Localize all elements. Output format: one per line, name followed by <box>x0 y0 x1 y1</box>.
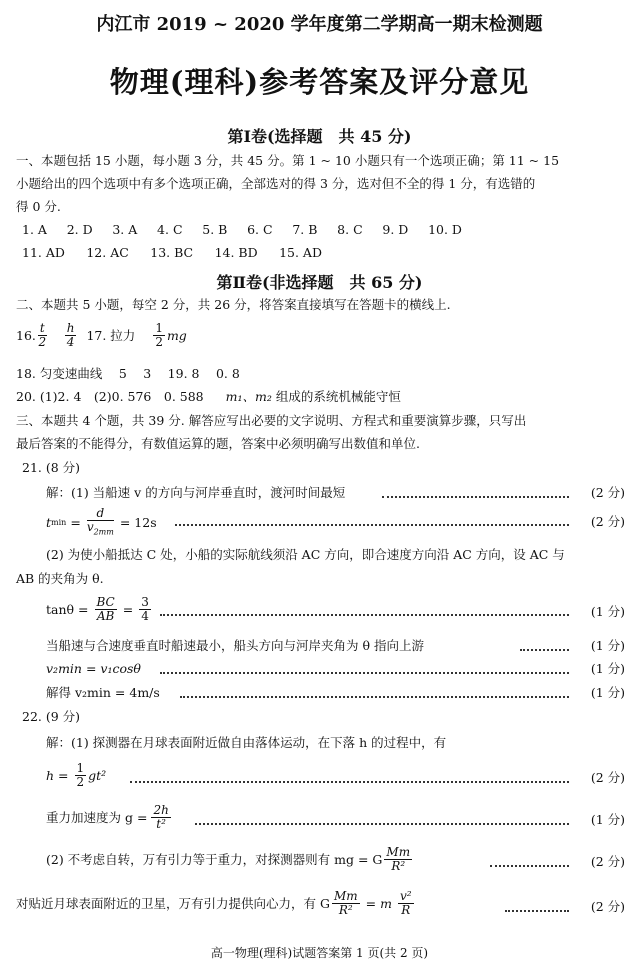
q16-frac2 <box>65 322 77 349</box>
part1-intro-line2: 小题给出的四个选项中有多个选项正确，全部选对的得 3 分，选对但不全的得 1 分，有选错的 <box>16 176 536 191</box>
q21-step2-num: d <box>87 507 114 521</box>
answer-7: 7. B <box>292 222 318 237</box>
q22-step2-leader <box>130 781 569 783</box>
exam-title: 内江市 2019 ~ 2020 学年度第二学期高一期末检测题 <box>96 14 543 35</box>
q22-step4-frac <box>384 846 412 873</box>
q21-step2 <box>46 507 157 538</box>
q21-step5-leader <box>520 649 569 651</box>
answer-3: 3. A <box>112 222 138 237</box>
q22-step5-num2: v² <box>399 889 412 903</box>
answer-15: 15. AD <box>279 245 322 260</box>
q22-step5-text: 对贴近月球表面附近的卫星，万有引力提供向心力，有 G <box>16 895 330 911</box>
answer-row-2 <box>22 245 322 261</box>
part3-intro-line2: 最后答案的不能得分，有数值运算的题，答案中必须明确写出数值和单位. <box>16 436 420 451</box>
document-title: 物理(理科)参考答案及评分意见 <box>109 65 530 99</box>
answer-13: 13. BC <box>150 245 194 260</box>
q22-step5-points: (2 分) <box>590 899 625 914</box>
answer-9: 9. D <box>382 222 409 237</box>
q21-step3-line2: AB 的夹角为 θ. <box>16 571 104 586</box>
q21-step2-rhs: = 12s <box>119 514 157 530</box>
answer-11: 11. AD <box>22 245 65 260</box>
q22-step4-text: (2) 不考虑自转，万有引力等于重力，对探测器则有 mg = G <box>46 851 383 867</box>
answer-6: 6. C <box>247 222 273 237</box>
q21-step4-points: (1 分) <box>590 604 625 619</box>
q17-frac-den: 2 <box>155 335 163 349</box>
q21-step3-line1: (2) 为使小船抵达 C 处，小船的实际航线须沿 AC 方向，即合速度方向沿 AC 方向，设 AC 与 <box>46 547 565 562</box>
q20-values: 20. (1)2. 4 (2)0. 576 0. 588 <box>16 389 204 404</box>
q22-step4 <box>46 846 414 873</box>
q22-step3 <box>46 804 173 831</box>
q22-step3-num: 2h <box>153 803 169 817</box>
answer-8: 8. C <box>337 222 363 237</box>
q17-frac <box>153 322 165 349</box>
q21-step6: v₂min = v₁cosθ <box>46 661 141 676</box>
q22-step5-frac2 <box>398 890 414 917</box>
q21-step4-num2: 3 <box>141 595 149 609</box>
q22-step2-frac <box>75 762 87 789</box>
q22-step2-lhs: h = <box>46 767 69 783</box>
q22-step2-den: 2 <box>76 775 85 789</box>
q22-step5-leader <box>505 910 569 912</box>
q22-step1: 解：(1) 探测器在月球表面附近做自由落体运动，在下落 h 的过程中，有 <box>46 735 447 750</box>
q21-step1-points: (2 分) <box>590 485 625 500</box>
answer-2: 2. D <box>66 222 93 237</box>
answer-12: 12. AC <box>86 245 129 260</box>
answer-4: 4. C <box>157 222 183 237</box>
q21-step7-points: (1 分) <box>590 685 625 700</box>
q22-step2 <box>46 762 106 789</box>
q21-step6-points: (1 分) <box>590 661 625 676</box>
q22-step2-points: (2 分) <box>590 770 625 785</box>
q16-frac1 <box>38 322 47 349</box>
q21-step4-lhs: tanθ = <box>46 601 89 617</box>
q16-frac2-den: 4 <box>66 335 75 349</box>
answer-row-1 <box>22 222 462 238</box>
answer-5: 5. B <box>202 222 228 237</box>
q16-label: 16. <box>16 327 36 343</box>
q22-step3-leader <box>195 823 569 825</box>
q20-conclusion: 组成的系统机械能守恒 <box>275 389 401 404</box>
q22-step4-den: R² <box>391 859 406 873</box>
q22-step5-mid: = m <box>365 895 392 911</box>
q21-step4-eq: = <box>122 601 134 617</box>
q21-step2-frac <box>87 507 114 538</box>
part3-intro-line1: 三、本题共 4 个题，共 39 分. 解答应写出必要的文字说明、方程式和重要演算步骤，只写出 <box>16 413 527 428</box>
q17-frac-num: 1 <box>155 321 163 335</box>
q16-frac1-den: 2 <box>38 335 47 349</box>
q16-frac2-num: h <box>66 321 75 335</box>
q20-masses: m₁、m₂ <box>225 389 272 404</box>
answer-14: 14. BD <box>214 245 258 260</box>
q21-step6-leader <box>160 672 569 674</box>
q21-step4 <box>46 596 153 623</box>
q21-step2-lhs-sub: min <box>51 517 67 527</box>
part1-intro-line1: 一、本题包括 15 小题，每小题 3 分，共 45 分。第 1 ~ 10 小题只有一个选项正确；第 11 ~ 15 <box>16 153 560 168</box>
q22-step5-num: Mm <box>333 889 358 903</box>
answer-16-17 <box>16 322 187 349</box>
q22-step3-frac <box>151 804 170 831</box>
q22-step2-tail: gt² <box>88 767 107 783</box>
q17-label: 17. 拉力 <box>86 327 136 343</box>
q21-step2-points: (2 分) <box>590 514 625 529</box>
q16-frac1-num: t <box>39 321 45 335</box>
q21-step4-frac1 <box>95 596 117 623</box>
q21-step2-eq: = <box>70 514 81 530</box>
q22-step4-points: (2 分) <box>590 854 625 869</box>
q21-step5: 当船速与合速度垂直时船速最小，船头方向与河岸夹角为 θ 指向上游 <box>46 638 424 653</box>
answer-20 <box>16 389 401 405</box>
q22-step5-den: R² <box>338 903 353 917</box>
q22-step5-den2: R <box>401 903 411 917</box>
page-footer: 高一物理(理科)试题答案第 1 页(共 2 页) <box>210 946 429 960</box>
q21-step7: 解得 v₂min = 4m/s <box>46 685 160 700</box>
q21-step1: 解：(1) 当船速 v 的方向与河岸垂直时，渡河时间最短 <box>46 485 346 500</box>
q21-step2-den-sub: 2mm <box>93 527 114 537</box>
q22-step4-num: Mm <box>386 845 411 859</box>
q22-step3-den: t² <box>156 817 166 831</box>
q21-step4-leader <box>160 614 569 616</box>
answer-1: 1. A <box>22 222 47 237</box>
q22-heading: 22. (9 分) <box>22 709 81 724</box>
q21-step2-lhs: t <box>46 514 52 530</box>
q22-step3-points: (1 分) <box>590 812 625 827</box>
q21-step7-leader <box>180 696 569 698</box>
q21-step4-frac2 <box>139 596 151 623</box>
q22-step5 <box>16 890 416 917</box>
q21-step2-leader <box>175 524 569 526</box>
q21-step2-den: v <box>86 520 94 534</box>
q21-step4-num: BC <box>96 595 115 609</box>
q21-step5-points: (1 分) <box>590 638 625 653</box>
q22-step2-num: 1 <box>76 761 85 775</box>
q21-step1-leader <box>382 496 569 498</box>
answer-10: 10. D <box>428 222 462 237</box>
q22-step4-leader <box>490 865 569 867</box>
part2-heading: 第Ⅱ卷(非选择题 共 65 分) <box>216 273 423 292</box>
part2-intro: 二、本题共 5 小题，每空 2 分，共 26 分，将答案直接填写在答题卡的横线上. <box>16 297 451 312</box>
part1-intro-line3: 得 0 分. <box>16 199 61 214</box>
q21-step4-den2: 4 <box>141 609 149 623</box>
answer-18-19: 18. 匀变速曲线 5 3 19. 8 0. 8 <box>16 366 240 381</box>
q21-heading: 21. (8 分) <box>22 460 81 475</box>
q22-step3-text: 重力加速度为 g = <box>46 809 148 825</box>
q21-step4-den: AB <box>96 609 115 623</box>
q17-tail: mg <box>166 327 187 343</box>
q22-step5-frac1 <box>332 890 360 917</box>
part1-heading: 第Ⅰ卷(选择题 共 45 分) <box>227 127 412 146</box>
